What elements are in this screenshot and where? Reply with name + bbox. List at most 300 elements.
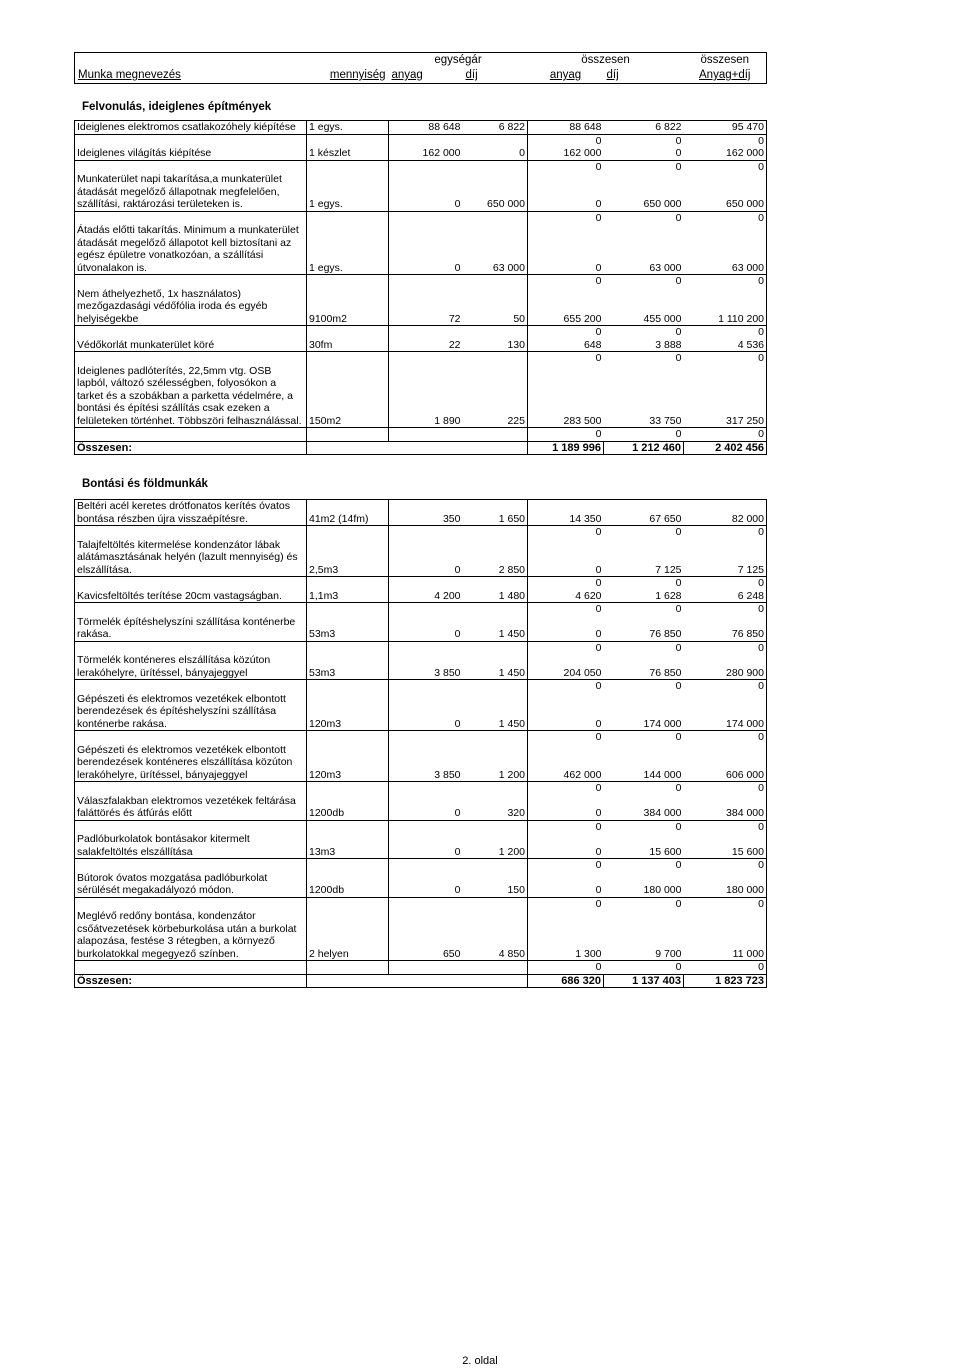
- item-quantity: 1 készlet: [307, 147, 389, 160]
- blank-cell: [463, 134, 528, 147]
- total-fee: 650 000: [604, 173, 684, 211]
- zero-material: 0: [595, 326, 602, 338]
- total-fee: 63 000: [604, 224, 684, 275]
- item-description: Munkaterület napi takarítása,a munkaterület átadását megelőző állapotnak megfelelően, szállítási, raktározási területeken is.: [75, 173, 307, 211]
- zero-material: 0: [595, 859, 602, 871]
- item-quantity: 2 helyen: [307, 910, 389, 961]
- zero-material: 0: [595, 160, 602, 173]
- zero-row: [75, 526, 767, 539]
- blank-cell: [389, 577, 463, 590]
- blank-cell: [389, 352, 463, 365]
- unit-fee-price: 1 200: [463, 744, 528, 782]
- blank-cell: [75, 160, 307, 173]
- item-description: Törmelék konténeres elszállítása közúton lerakóhelyre, ürítéssel, bányajeggyel: [75, 654, 307, 680]
- table-row: [75, 224, 767, 275]
- zero-row: [75, 961, 767, 975]
- items-table: [74, 120, 767, 455]
- blank-cell: [389, 897, 463, 910]
- blank-cell: [389, 961, 463, 975]
- blank-cell: [463, 731, 528, 744]
- grand-total: 280 900: [684, 654, 767, 680]
- blank-cell: [307, 641, 389, 654]
- item-description: Gépészeti és elektromos vezetékek elbontott berendezések és építéshelyszíni szállítása konténerbe rakása.: [75, 693, 307, 731]
- blank-cell: [463, 641, 528, 654]
- blank-cell: [307, 134, 389, 147]
- table-row: [75, 365, 767, 428]
- blank-cell: [75, 275, 307, 288]
- zero-fee: 0: [675, 603, 682, 615]
- item-description: Gépészeti és elektromos vezetékek elbontott berendezések konténeres elszállítása közúton lerakóhelyre, ürítéssel, bányajeggyel: [75, 744, 307, 782]
- item-description: Nem áthelyezhető, 1x használatos) mezőgazdasági védőfólia iroda és egyéb helyiségekbe: [75, 288, 307, 326]
- unit-material-price: 650: [389, 910, 463, 961]
- blank-cell: [75, 134, 307, 147]
- header-unit-fee: díj: [465, 69, 478, 81]
- zero-material: 0: [595, 211, 602, 224]
- item-description: Kavicsfeltöltés terítése 20cm vastagságban.: [75, 590, 307, 603]
- blank-cell: [307, 897, 389, 910]
- zero-row: [75, 134, 767, 147]
- blank-cell: [307, 326, 389, 339]
- blank-cell: [75, 603, 307, 616]
- unit-fee-price: 1 650: [463, 500, 528, 526]
- blank-cell: [307, 974, 389, 988]
- blank-cell: [75, 211, 307, 224]
- unit-fee-price: 4 850: [463, 910, 528, 961]
- zero-total: 0: [684, 961, 767, 975]
- item-quantity: 13m3: [307, 833, 389, 859]
- unit-material-price: 72: [389, 288, 463, 326]
- header-total: összesen: [581, 54, 630, 66]
- total-fee: 455 000: [604, 288, 684, 326]
- sum-fee: 1 137 403: [604, 974, 684, 988]
- blank-cell: [307, 441, 389, 455]
- table-row: [75, 795, 767, 821]
- unit-fee-price: 320: [463, 795, 528, 821]
- blank-cell: [463, 275, 528, 288]
- blank-cell: [307, 859, 389, 872]
- zero-material: 0: [595, 275, 602, 287]
- zero-total: 0: [684, 731, 767, 744]
- grand-total: 180 000: [684, 872, 767, 898]
- blank-cell: [75, 680, 307, 693]
- grand-total: 82 000: [684, 500, 767, 526]
- total-material: 14 350: [528, 500, 604, 526]
- items-body: [75, 500, 767, 988]
- zero-fee: 0: [675, 526, 682, 538]
- header-quantity: mennyiség: [329, 69, 386, 81]
- total-material: 4 620: [528, 590, 604, 603]
- blank-cell: [463, 961, 528, 975]
- grand-total: 11 000: [684, 910, 767, 961]
- grand-total: 174 000: [684, 693, 767, 731]
- zero-material: 0: [595, 577, 602, 589]
- header-total-fee: díj: [606, 69, 619, 81]
- item-quantity: 2,5m3: [307, 539, 389, 577]
- item-description: Átadás előtti takarítás. Minimum a munkaterület átadását megelőző állapotot kell biztosítani az egész épületre vonatkozóan, a szállítási útvonalakon is.: [75, 224, 307, 275]
- zero-total: 0: [684, 160, 767, 173]
- zero-row: [75, 428, 767, 442]
- zero-fee: 0: [675, 641, 682, 654]
- zero-fee: 0: [675, 326, 682, 338]
- blank-cell: [389, 428, 463, 442]
- zero-material: 0: [595, 526, 602, 538]
- grand-total: 384 000: [684, 795, 767, 821]
- blank-cell: [307, 782, 389, 795]
- blank-cell: [389, 782, 463, 795]
- unit-fee-price: 1 450: [463, 693, 528, 731]
- blank-cell: [463, 160, 528, 173]
- grand-total: 76 850: [684, 616, 767, 642]
- total-label: Összesen:: [75, 974, 307, 988]
- blank-cell: [75, 326, 307, 339]
- total-fee: 174 000: [604, 693, 684, 731]
- blank-cell: [463, 974, 528, 988]
- header-work-name: Munka megnevezés: [78, 69, 181, 81]
- zero-row: [75, 577, 767, 590]
- zero-row: [75, 326, 767, 339]
- table-row: [75, 616, 767, 642]
- blank-cell: [75, 577, 307, 590]
- unit-material-price: 3 850: [389, 654, 463, 680]
- unit-material-price: 4 200: [389, 590, 463, 603]
- blank-cell: [463, 577, 528, 590]
- total-row: [75, 441, 767, 455]
- total-label: Összesen:: [75, 441, 307, 455]
- blank-cell: [463, 820, 528, 833]
- zero-fee: 0: [675, 961, 682, 973]
- sum-grand: 1 823 723: [684, 974, 767, 988]
- item-description: Ideiglenes világítás kiépítése: [75, 147, 307, 160]
- item-description: Meglévő redőny bontása, kondenzátor csőátvezetések körbeburkolása után a burkolat alapozása, festése 3 rétegben, a környező burkolatokkal megegyező színben.: [75, 910, 307, 961]
- blank-cell: [463, 603, 528, 616]
- item-quantity: 120m3: [307, 693, 389, 731]
- zero-total: 0: [684, 211, 767, 224]
- zero-row: [75, 603, 767, 616]
- zero-row: [75, 782, 767, 795]
- unit-material-price: 0: [389, 833, 463, 859]
- item-description: Talajfeltöltés kitermelése kondenzátor lábak alátámasztásának helyén (lazult mennyiség) és elszállítása.: [75, 539, 307, 577]
- header-table: [74, 52, 767, 84]
- zero-fee: 0: [675, 134, 682, 147]
- total-material: 162 000: [528, 147, 604, 160]
- blank-cell: [75, 782, 307, 795]
- zero-fee: 0: [675, 859, 682, 871]
- unit-fee-price: 1 480: [463, 590, 528, 603]
- grand-total: 15 600: [684, 833, 767, 859]
- item-description: Védőkorlát munkaterület köré: [75, 339, 307, 352]
- section-title: Bontási és földmunkák: [82, 478, 208, 490]
- item-description: Beltéri acél keretes drótfonatos kerítés óvatos bontása részben újra visszaépítésre.: [75, 500, 307, 526]
- blank-cell: [307, 352, 389, 365]
- total-fee: 76 850: [604, 654, 684, 680]
- unit-material-price: 1 890: [389, 365, 463, 428]
- zero-material: 0: [595, 603, 602, 615]
- unit-material-price: 0: [389, 693, 463, 731]
- blank-cell: [307, 961, 389, 975]
- header-grand-sub: Anyag+díj: [699, 69, 751, 81]
- item-description: Törmelék építéshelyszíni szállítása konténerbe rakása.: [75, 616, 307, 642]
- total-fee: 384 000: [604, 795, 684, 821]
- unit-material-price: 0: [389, 795, 463, 821]
- blank-cell: [75, 820, 307, 833]
- unit-fee-price: 225: [463, 365, 528, 428]
- blank-cell: [389, 820, 463, 833]
- blank-cell: [389, 731, 463, 744]
- grand-total: 63 000: [684, 224, 767, 275]
- blank-cell: [307, 160, 389, 173]
- blank-cell: [389, 680, 463, 693]
- total-material: 88 648: [528, 121, 604, 135]
- unit-fee-price: 50: [463, 288, 528, 326]
- blank-cell: [307, 820, 389, 833]
- blank-cell: [389, 526, 463, 539]
- table-row: [75, 872, 767, 898]
- grand-total: 650 000: [684, 173, 767, 211]
- zero-row: [75, 680, 767, 693]
- total-material: 0: [528, 693, 604, 731]
- zero-total: 0: [684, 134, 767, 147]
- items-table: [74, 499, 767, 988]
- blank-cell: [75, 731, 307, 744]
- blank-cell: [389, 974, 463, 988]
- item-quantity: 150m2: [307, 365, 389, 428]
- blank-cell: [389, 641, 463, 654]
- unit-fee-price: 63 000: [463, 224, 528, 275]
- page-number: 2. oldal: [462, 1355, 498, 1367]
- zero-material: 0: [595, 731, 602, 743]
- table-row: [75, 590, 767, 603]
- unit-fee-price: 2 850: [463, 539, 528, 577]
- zero-fee: 0: [675, 782, 682, 794]
- blank-cell: [389, 603, 463, 616]
- item-quantity: 1,1m3: [307, 590, 389, 603]
- item-description: Bútorok óvatos mozgatása padlóburkolat sérülését megakadályozó módon.: [75, 872, 307, 898]
- blank-cell: [307, 526, 389, 539]
- unit-material-price: 88 648: [389, 121, 463, 135]
- header-total-material: anyag: [549, 69, 582, 81]
- total-material: 1 300: [528, 910, 604, 961]
- total-material: 283 500: [528, 365, 604, 428]
- blank-cell: [463, 352, 528, 365]
- zero-row: [75, 820, 767, 833]
- blank-cell: [75, 897, 307, 910]
- zero-fee: 0: [675, 211, 682, 224]
- blank-cell: [307, 680, 389, 693]
- zero-material: 0: [595, 782, 602, 794]
- zero-row: [75, 352, 767, 365]
- total-material: 0: [528, 616, 604, 642]
- total-material: 462 000: [528, 744, 604, 782]
- unit-fee-price: 1 450: [463, 616, 528, 642]
- blank-cell: [389, 211, 463, 224]
- header-grand-total: összesen: [700, 54, 750, 66]
- sum-grand: 2 402 456: [684, 441, 767, 455]
- zero-total: 0: [684, 641, 767, 654]
- total-fee: 3 888: [604, 339, 684, 352]
- zero-fee: 0: [675, 731, 682, 743]
- zero-material: 0: [595, 680, 602, 692]
- grand-total: 7 125: [684, 539, 767, 577]
- unit-fee-price: 130: [463, 339, 528, 352]
- grand-total: 4 536: [684, 339, 767, 352]
- total-fee: 76 850: [604, 616, 684, 642]
- total-fee: 7 125: [604, 539, 684, 577]
- blank-cell: [389, 859, 463, 872]
- zero-material: 0: [595, 820, 602, 833]
- unit-material-price: 0: [389, 224, 463, 275]
- table-row: [75, 500, 767, 526]
- zero-material: 0: [595, 134, 602, 147]
- item-quantity: 1 egys.: [307, 224, 389, 275]
- blank-cell: [307, 577, 389, 590]
- blank-cell: [389, 160, 463, 173]
- item-quantity: 1200db: [307, 872, 389, 898]
- item-description: Padlóburkolatok bontásakor kitermelt salakfeltöltés elszállítása: [75, 833, 307, 859]
- table-row: [75, 173, 767, 211]
- total-material: 655 200: [528, 288, 604, 326]
- sum-fee: 1 212 460: [604, 441, 684, 455]
- total-row: [75, 974, 767, 988]
- unit-fee-price: 0: [463, 147, 528, 160]
- blank-cell: [307, 275, 389, 288]
- table-row: [75, 693, 767, 731]
- table-row: [75, 121, 767, 135]
- total-fee: 67 650: [604, 500, 684, 526]
- blank-cell: [307, 731, 389, 744]
- total-material: 0: [528, 173, 604, 211]
- zero-total: 0: [684, 782, 767, 795]
- total-material: 0: [528, 872, 604, 898]
- zero-row: [75, 641, 767, 654]
- item-quantity: 53m3: [307, 654, 389, 680]
- unit-material-price: 0: [389, 616, 463, 642]
- total-material: 0: [528, 795, 604, 821]
- blank-cell: [463, 897, 528, 910]
- zero-fee: 0: [675, 160, 682, 173]
- zero-total: 0: [684, 352, 767, 365]
- grand-total: 6 248: [684, 590, 767, 603]
- unit-fee-price: 6 822: [463, 121, 528, 135]
- header-unit-material: anyag: [391, 69, 423, 81]
- zero-fee: 0: [675, 577, 682, 589]
- zero-fee: 0: [675, 428, 682, 440]
- grand-total: 606 000: [684, 744, 767, 782]
- item-quantity: 53m3: [307, 616, 389, 642]
- sum-material: 1 189 996: [528, 441, 604, 455]
- total-material: 0: [528, 224, 604, 275]
- unit-fee-price: 150: [463, 872, 528, 898]
- item-description: Válaszfalakban elektromos vezetékek feltárása faláttörés és átfúrás előtt: [75, 795, 307, 821]
- zero-material: 0: [595, 352, 602, 364]
- header-unit-price: egységár: [434, 54, 482, 66]
- zero-fee: 0: [675, 820, 682, 833]
- unit-fee-price: 1 200: [463, 833, 528, 859]
- blank-cell: [463, 441, 528, 455]
- unit-material-price: 350: [389, 500, 463, 526]
- section-title: Felvonulás, ideiglenes építmények: [82, 101, 272, 113]
- blank-cell: [463, 326, 528, 339]
- total-fee: 15 600: [604, 833, 684, 859]
- blank-cell: [389, 441, 463, 455]
- zero-fee: 0: [675, 352, 682, 364]
- unit-fee-price: 1 450: [463, 654, 528, 680]
- total-fee: 1 628: [604, 590, 684, 603]
- table-row: [75, 833, 767, 859]
- blank-cell: [463, 782, 528, 795]
- grand-total: 317 250: [684, 365, 767, 428]
- total-fee: 0: [604, 147, 684, 160]
- total-fee: 33 750: [604, 365, 684, 428]
- unit-material-price: 162 000: [389, 147, 463, 160]
- zero-total: 0: [684, 603, 767, 616]
- unit-material-price: 0: [389, 539, 463, 577]
- total-material: 204 050: [528, 654, 604, 680]
- blank-cell: [463, 859, 528, 872]
- unit-fee-price: 650 000: [463, 173, 528, 211]
- blank-cell: [75, 641, 307, 654]
- table-row: [75, 288, 767, 326]
- zero-fee: 0: [675, 275, 682, 287]
- item-quantity: 9100m2: [307, 288, 389, 326]
- unit-material-price: 0: [389, 872, 463, 898]
- table-row: [75, 654, 767, 680]
- grand-total: 162 000: [684, 147, 767, 160]
- unit-material-price: 0: [389, 173, 463, 211]
- total-fee: 6 822: [604, 121, 684, 135]
- blank-cell: [463, 211, 528, 224]
- blank-cell: [75, 428, 307, 442]
- grand-total: 95 470: [684, 121, 767, 135]
- blank-cell: [463, 680, 528, 693]
- total-material: 0: [528, 539, 604, 577]
- items-body: [75, 121, 767, 455]
- blank-cell: [307, 428, 389, 442]
- blank-cell: [75, 526, 307, 539]
- blank-cell: [75, 961, 307, 975]
- blank-cell: [389, 134, 463, 147]
- total-fee: 144 000: [604, 744, 684, 782]
- zero-material: 0: [595, 428, 602, 440]
- total-fee: 180 000: [604, 872, 684, 898]
- total-material: 0: [528, 833, 604, 859]
- zero-total: 0: [684, 577, 767, 590]
- zero-total: 0: [684, 526, 767, 539]
- table-row: [75, 744, 767, 782]
- grand-total: 1 110 200: [684, 288, 767, 326]
- zero-material: 0: [595, 641, 602, 654]
- table-row: [75, 910, 767, 961]
- blank-cell: [389, 326, 463, 339]
- unit-material-price: 3 850: [389, 744, 463, 782]
- total-fee: 9 700: [604, 910, 684, 961]
- blank-cell: [307, 211, 389, 224]
- sum-material: 686 320: [528, 974, 604, 988]
- item-description: Ideiglenes padlóterítés, 22,5mm vtg. OSB lapból, változó szélességben, folyosókon a tarket és a szobákban a parketta védelmére, a bontási és építési szállítás csak ezeken a felületeken történhet. Többszöri felhasználással.: [75, 365, 307, 428]
- zero-row: [75, 897, 767, 910]
- zero-total: 0: [684, 680, 767, 693]
- zero-row: [75, 275, 767, 288]
- blank-cell: [389, 275, 463, 288]
- zero-fee: 0: [675, 897, 682, 910]
- item-quantity: 120m3: [307, 744, 389, 782]
- table-row: [75, 147, 767, 160]
- zero-total: 0: [684, 428, 767, 442]
- zero-fee: 0: [675, 680, 682, 692]
- zero-total: 0: [684, 275, 767, 288]
- zero-row: [75, 160, 767, 173]
- item-quantity: 1 egys.: [307, 173, 389, 211]
- zero-row: [75, 859, 767, 872]
